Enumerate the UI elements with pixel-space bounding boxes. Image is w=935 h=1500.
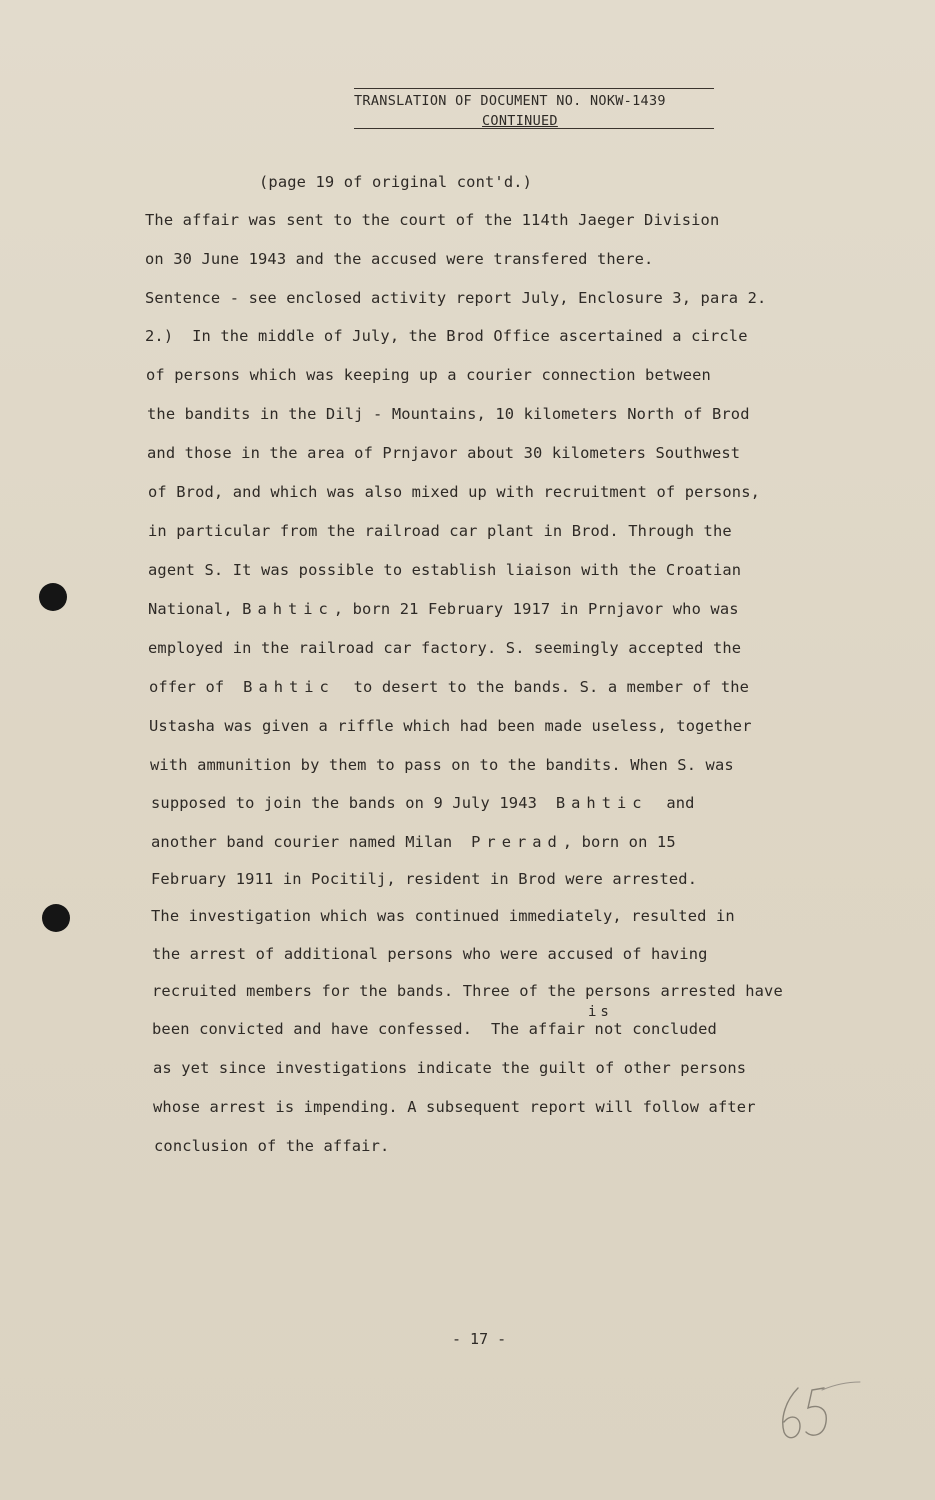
spaced-name-bahtic: Bahtic — [243, 678, 335, 696]
text-line: Sentence - see enclosed activity report July, Enclosure 3, para 2. — [145, 289, 767, 307]
page-number: - 17 - — [452, 1330, 507, 1348]
text-line: February 1911 in Pocitilj, resident in Brod were arrested. — [151, 870, 698, 888]
text-line: of Brod, and which was also mixed up with recruitment of persons, — [148, 483, 761, 501]
header-top-rule — [354, 88, 714, 89]
header-title: TRANSLATION OF DOCUMENT NO. NOKW-1439 — [354, 93, 666, 109]
text-line: whose arrest is impending. A subsequent report will follow after — [153, 1098, 756, 1116]
text-line: 2.) In the middle of July, the Brod Office ascertained a circle — [145, 327, 748, 345]
header-subtitle: CONTINUED — [482, 113, 558, 129]
text-line: and those in the area of Prnjavor about 30 kilometers Southwest — [147, 444, 741, 462]
text-line: on 30 June 1943 and the accused were transfered there. — [145, 250, 654, 268]
header-bottom-rule — [354, 128, 714, 129]
line-segment: , born 21 February 1917 in Prnjavor who was — [333, 600, 739, 618]
text-line: employed in the railroad car factory. S. seemingly accepted the — [148, 639, 742, 657]
line-segment: to desert to the bands. S. a member of the — [334, 678, 750, 696]
text-line — [151, 794, 695, 812]
text-line: The affair was sent to the court of the 114th Jaeger Division — [145, 211, 720, 229]
text-line: as yet since investigations indicate the guilt of other persons — [153, 1059, 747, 1077]
text-line: the arrest of additional persons who were accused of having — [152, 945, 708, 963]
line-segment: and — [647, 794, 695, 812]
text-line: recruited members for the bands. Three of the persons arrested have — [152, 982, 783, 1000]
text-line: Ustasha was given a riffle which had been made useless, together — [149, 717, 752, 735]
text-line — [151, 833, 676, 851]
text-line: conclusion of the affair. — [154, 1137, 390, 1155]
punch-hole-bottom — [42, 904, 70, 932]
handwritten-insertion: is — [588, 1004, 613, 1020]
handwritten-page-mark — [774, 1378, 864, 1448]
text-line — [149, 678, 749, 696]
line-segment: offer of — [149, 678, 244, 696]
line-segment: , born on 15 — [562, 833, 676, 851]
text-line: been convicted and have confessed. The affair not concluded — [152, 1020, 717, 1038]
text-line: of persons which was keeping up a courier connection between — [146, 366, 711, 384]
text-line: in particular from the railroad car plant in Brod. Through the — [148, 522, 732, 540]
spaced-name-bahtic: Bahtic — [555, 794, 648, 812]
page-reference: (page 19 of original cont'd.) — [259, 173, 533, 191]
text-line — [148, 600, 739, 618]
spaced-name-prerad: Prerad — [471, 833, 563, 851]
text-line: agent S. It was possible to establish liaison with the Croatian — [148, 561, 742, 579]
text-line: The investigation which was continued immediately, resulted in — [151, 907, 735, 925]
text-line: with ammunition by them to pass on to the bandits. When S. was — [150, 756, 734, 774]
spaced-name-bahtic: Bahtic — [242, 600, 334, 618]
text-line: the bandits in the Dilj - Mountains, 10 kilometers North of Brod — [147, 405, 750, 423]
line-segment: another band courier named Milan — [151, 833, 472, 851]
line-segment: supposed to join the bands on 9 July 1943 — [151, 794, 556, 812]
line-segment: National, — [148, 600, 243, 618]
punch-hole-top — [39, 583, 67, 611]
